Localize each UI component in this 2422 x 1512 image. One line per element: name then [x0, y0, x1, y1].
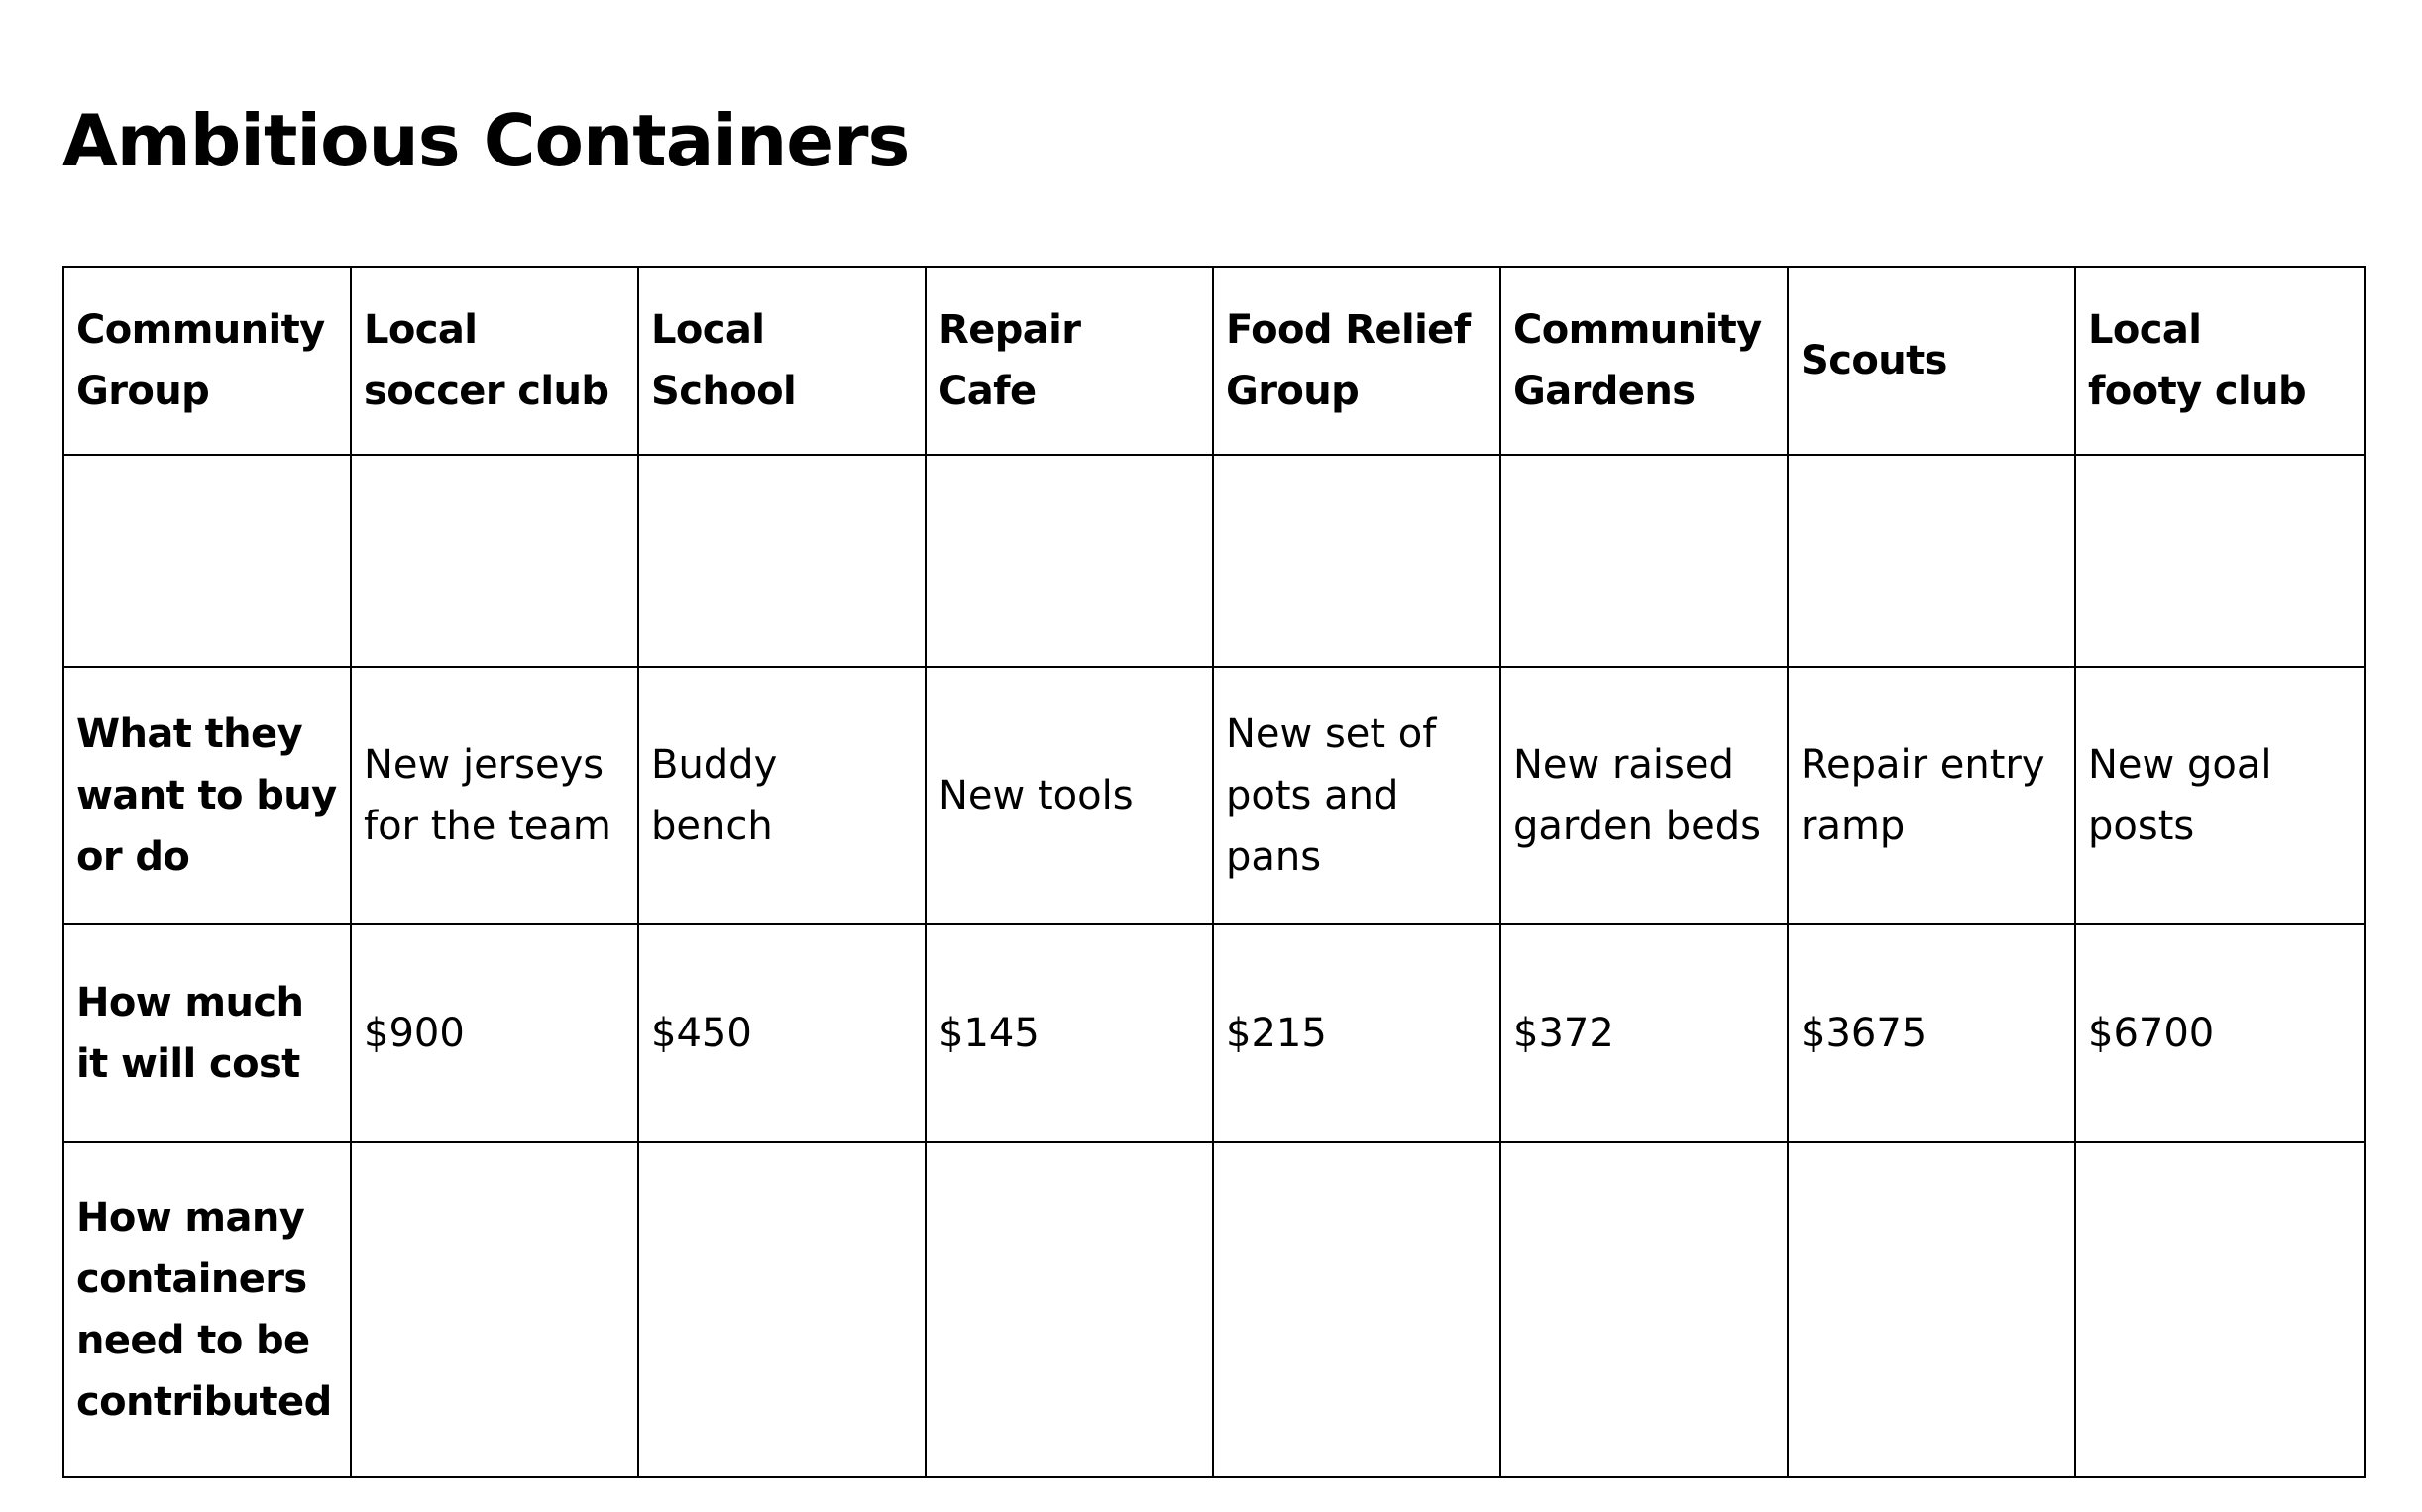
blank-cell — [926, 455, 1213, 667]
containers-label-line: containers — [76, 1256, 307, 1302]
group-header-line: Cafe — [938, 369, 1037, 414]
group-header-line: Local — [2088, 307, 2202, 353]
cost-label-line: How much — [76, 980, 304, 1026]
containers-cell-local-footy-club[interactable] — [2075, 1142, 2365, 1477]
blank-cell — [63, 455, 351, 667]
want-value-line: bench — [651, 804, 773, 849]
want-value-line: New set of — [1226, 711, 1437, 757]
want-cell-local-footy-club — [2075, 667, 2365, 924]
cost-cell-food-relief-group: $215 — [1213, 924, 1500, 1142]
want-value-line: garden beds — [1513, 804, 1761, 849]
want-value-line: ramp — [1801, 804, 1906, 849]
want-cell-food-relief-group — [1213, 667, 1500, 924]
want-value-line: New jerseys — [364, 742, 605, 788]
blank-row — [63, 455, 2365, 667]
header-row — [63, 267, 2365, 455]
group-header-line: footy club — [2088, 369, 2307, 414]
blank-cell — [638, 455, 926, 667]
group-header-community-gardens — [1500, 267, 1788, 455]
want-value-line: Buddy — [651, 742, 778, 788]
want-cell-local-soccer-club — [351, 667, 638, 924]
group-header-line: Scouts — [1801, 338, 1947, 383]
cost-row — [63, 924, 2365, 1142]
group-header-local-footy-club — [2075, 267, 2365, 455]
want-cell-repair-cafe — [926, 667, 1213, 924]
group-header-line: Group — [1226, 369, 1360, 414]
group-header-local-school — [638, 267, 926, 455]
containers-label-line: contributed — [76, 1379, 332, 1425]
group-header-food-relief-group — [1213, 267, 1500, 455]
containers-label-line: need to be — [76, 1318, 310, 1363]
want-cell-community-gardens — [1500, 667, 1788, 924]
cost-cell-repair-cafe: $145 — [926, 924, 1213, 1142]
group-header-line: Gardens — [1513, 369, 1696, 414]
want-label-line: want to buy — [76, 773, 337, 818]
want-row — [63, 667, 2365, 924]
want-value-line: New goal — [2088, 742, 2272, 788]
group-header-line: soccer club — [364, 369, 609, 414]
containers-cell-food-relief-group[interactable] — [1213, 1142, 1500, 1477]
blank-cell — [1500, 455, 1788, 667]
want-label-line: What they — [76, 711, 303, 757]
header-label-cell — [63, 267, 351, 455]
group-header-line: Repair — [938, 307, 1081, 353]
cost-label-line: it will cost — [76, 1041, 300, 1087]
want-cell-scouts — [1788, 667, 2075, 924]
want-value-line: New raised — [1513, 742, 1734, 788]
cost-cell-local-soccer-club: $900 — [351, 924, 638, 1142]
containers-cell-repair-cafe[interactable] — [926, 1142, 1213, 1477]
containers-cell-scouts[interactable] — [1788, 1142, 2075, 1477]
containers-row — [63, 1142, 2365, 1477]
containers-cell-local-soccer-club[interactable] — [351, 1142, 638, 1477]
want-value-line: pots and — [1226, 773, 1399, 818]
want-value-line: New tools — [938, 773, 1134, 818]
header-label-line: Group — [76, 369, 210, 414]
containers-label-line: How many — [76, 1195, 305, 1241]
group-header-repair-cafe — [926, 267, 1213, 455]
header-label-line: Community — [76, 307, 325, 353]
want-cell-local-school — [638, 667, 926, 924]
group-header-line: School — [651, 369, 797, 414]
blank-cell — [1213, 455, 1500, 667]
cost-label-cell — [63, 924, 351, 1142]
blank-cell — [351, 455, 638, 667]
blank-cell — [1788, 455, 2075, 667]
want-value-line: posts — [2088, 804, 2195, 849]
group-header-line: Local — [364, 307, 478, 353]
blank-cell — [2075, 455, 2365, 667]
group-header-line: Community — [1513, 307, 1762, 353]
group-header-line: Food Relief — [1226, 307, 1471, 353]
want-value-line: pans — [1226, 834, 1322, 880]
page-title: Ambitious Containers — [62, 99, 910, 182]
cost-cell-local-school: $450 — [638, 924, 926, 1142]
want-label-line: or do — [76, 834, 190, 880]
want-value-line: for the team — [364, 804, 611, 849]
cost-cell-scouts: $3675 — [1788, 924, 2075, 1142]
group-header-scouts — [1788, 267, 2075, 455]
containers-cell-community-gardens[interactable] — [1500, 1142, 1788, 1477]
community-groups-table — [62, 266, 2366, 1478]
containers-cell-local-school[interactable] — [638, 1142, 926, 1477]
want-value-line: Repair entry — [1801, 742, 2045, 788]
group-header-local-soccer-club — [351, 267, 638, 455]
group-header-line: Local — [651, 307, 765, 353]
cost-cell-community-gardens: $372 — [1500, 924, 1788, 1142]
want-label-cell — [63, 667, 351, 924]
containers-label-cell — [63, 1142, 351, 1477]
cost-cell-local-footy-club: $6700 — [2075, 924, 2365, 1142]
